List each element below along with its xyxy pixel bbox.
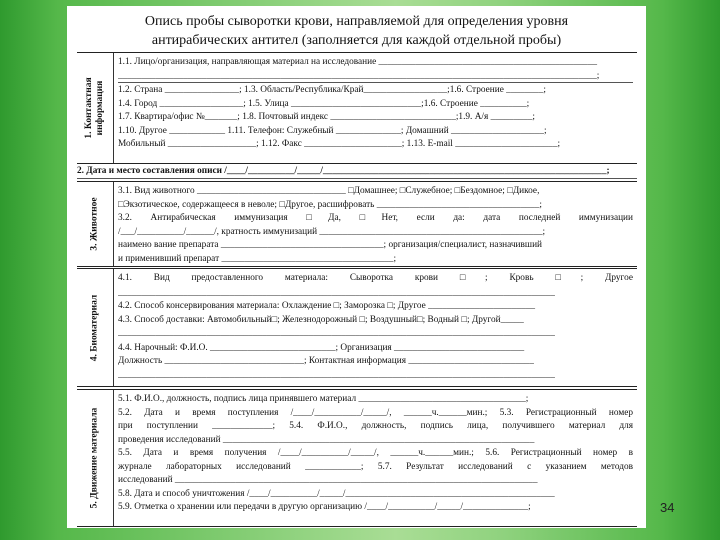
section-biomaterial xyxy=(77,268,637,387)
page-number: 34 xyxy=(660,500,675,515)
form-title-line-1: Опись пробы сыворотки крови, направляемой для определения уровня xyxy=(144,14,569,29)
movement-line[interactable]: журнале лабораторных исследований ____________; 5.7. Результат исследований с указанием методов xyxy=(118,461,633,472)
section-contact-info xyxy=(77,52,637,164)
section-biomaterial-label: 4. Биоматериал xyxy=(89,294,100,361)
animal-line[interactable]: 3.2. Антирабическая иммунизация □Да, □Нет, если да: дата последней иммунизации xyxy=(118,213,633,223)
contact-line[interactable]: 1.1. Лицо/организация, направляющая материал на исследование _______________________________________________ xyxy=(118,57,597,67)
form-title xyxy=(67,12,646,50)
animal-line[interactable]: 3.1. Вид животного ________________________________ □Домашнее; □Служебное; □Бездомное; □Дикое, xyxy=(118,186,540,196)
animal-line[interactable]: /___/__________/______/, кратность иммунизаций ________________________________________________; xyxy=(118,226,546,237)
movement-line[interactable]: 5.8. Дата и способ уничтожения /____/__________/_____/_____________________________________________ xyxy=(118,488,555,499)
form-page xyxy=(67,6,646,528)
contact-line[interactable]: 1.2. Страна ________________; 1.3. Область/Республика/Край__________________;1.6. Строение ________; xyxy=(118,85,546,95)
animal-line[interactable]: наимено вание препарата ___________________________________; организация/специалист, назначивший xyxy=(118,240,543,250)
contact-line[interactable]: 1.7. Квартира/офис №_______; 1.8. Почтовый индекс ___________________________;1.9. А/я _________; xyxy=(118,112,536,122)
contact-line[interactable]: 1.4. Город __________________; 1.5. Улица ____________________________;1.6. Строение __________; xyxy=(118,98,530,109)
section-movement-content xyxy=(118,393,633,514)
section-movement-side xyxy=(77,390,114,526)
biomaterial-line[interactable]: 4.4. Нарочный: Ф.И.О. ___________________________; Организация ____________________________ xyxy=(118,342,525,353)
section-biomaterial-content xyxy=(118,272,633,381)
section-contact-side xyxy=(77,53,114,163)
biomaterial-line[interactable]: 4.3. Способ доставки: Автомобильный□; Железнодорожный □; Воздушный□; Водный □; Другой_____ xyxy=(118,314,524,325)
section-animal-label: 3. Животное xyxy=(89,197,100,251)
animal-line[interactable]: и применивший препарат _____________________________________; xyxy=(118,253,397,264)
section-material-movement xyxy=(77,389,637,527)
biomaterial-line[interactable]: Должность ______________________________; Контактная информация ___________________________ xyxy=(118,356,534,366)
section-animal-side xyxy=(77,182,114,266)
section-date-place[interactable]: 2. Дата и место составления описи /____/__________/_____/_____________________________________________________________; xyxy=(77,165,637,179)
biomaterial-line[interactable]: ______________________________________________________________________________________________ xyxy=(118,287,555,298)
movement-line[interactable]: исследований ______________________________________________________________________________ xyxy=(118,475,538,485)
biomaterial-line[interactable]: 4.1. Вид предоставленного материала: Сыворотка крови □; Кровь □; Другое xyxy=(118,273,633,283)
section-contact-content xyxy=(118,57,633,151)
biomaterial-line[interactable]: 4.2. Способ консервирования материала: Охлаждение □; Заморозка □; Другое _______________________ xyxy=(118,301,536,311)
movement-line[interactable]: проведения исследований ___________________________________________________________________ xyxy=(118,434,535,445)
section-biomaterial-side xyxy=(77,269,114,386)
animal-line[interactable]: □Экзотическое, содержащееся в неволе; □Другое, расшифровать ___________________________________; xyxy=(118,199,543,210)
movement-line[interactable]: 5.2. Дата и время поступления /____/__________/_____/, ______ч.______мин.; 5.3. Регистрационный номер xyxy=(118,407,633,418)
biomaterial-line[interactable]: ______________________________________________________________________________________________ xyxy=(118,369,555,380)
section-contact-label: 1. Контактная информация xyxy=(84,77,105,139)
contact-line[interactable]: _______________________________________________________________________________________________________; xyxy=(118,71,633,84)
movement-line[interactable]: 5.9. Отметка о хранении или передачи в другую организацию /____/__________/_____/______________; xyxy=(118,502,531,512)
section-animal-content xyxy=(118,185,633,265)
contact-line[interactable]: 1.10. Другое ____________ 1.11. Телефон: Служебный ______________; Домашний ____________________; xyxy=(118,125,547,136)
contact-line[interactable]: Мобильный ___________________; 1.12. Факс _____________________; 1.13. E-mail ______________________; xyxy=(118,139,561,149)
biomaterial-line[interactable]: ______________________________________________________________________________________________ xyxy=(118,328,555,338)
section-movement-label: 5. Движение материала xyxy=(89,407,100,509)
movement-line[interactable]: 5.1. Ф.И.О., должность, подпись лица принявшего материал ____________________________________; xyxy=(118,394,529,404)
movement-line[interactable]: 5.5. Дата и время получения /____/__________/_____/, ______ч.______мин.; 5.6. Регистрационный номер в xyxy=(118,448,633,458)
form-title-line-2: антирабических антител (заполняется для каждой отдельной пробы) xyxy=(151,33,562,48)
section-animal xyxy=(77,181,637,267)
movement-line[interactable]: при поступлении _____________; 5.4. Ф.И.О., должность, подпись лица, получившего материал для xyxy=(118,421,633,431)
